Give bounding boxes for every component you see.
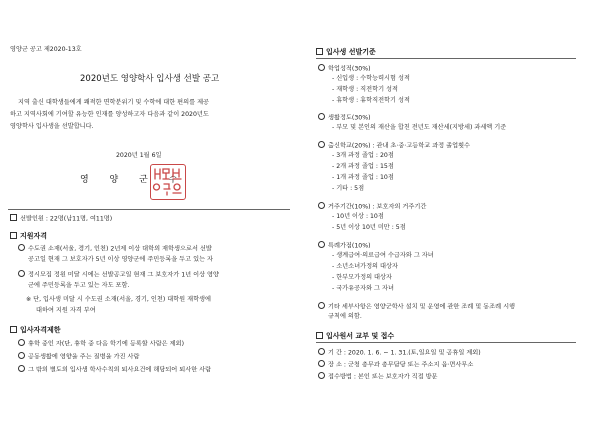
other-criteria: 기타 세부사항은 영양군학사 설치 및 운영에 관한 조례 및 동조례 시행 (318, 302, 515, 312)
special-item: - 국가유공자와 그 자녀 (332, 285, 394, 292)
qualification-heading: 지원자격 (10, 231, 47, 241)
bullet-circle-icon (318, 241, 325, 248)
checkbox-icon (316, 332, 323, 339)
bullet-circle-icon (18, 352, 25, 359)
recruit-count: 선발인원 : 22명(남11명, 여11명) (10, 214, 112, 224)
living-item: - 부모 및 본인의 재산을 합친 전년도 재산세(지방세) 과세액 기준 (332, 124, 507, 131)
academic-item: - 재학생 : 직전학기 성적 (332, 86, 398, 93)
checkbox-icon (10, 232, 17, 239)
academic-criteria: 학업성적(30%) (318, 64, 371, 74)
special-item: - 생계급여·의료급여 수급자와 그 자녀 (332, 252, 434, 259)
special-criteria: 특례가점(10%) (318, 241, 371, 251)
divider (8, 209, 290, 210)
criteria-heading: 입사생 선발기준 (316, 47, 376, 57)
checkbox-icon (10, 326, 17, 333)
special-item: - 한부모가정의 대상자 (332, 274, 392, 281)
bullet-circle-icon (318, 372, 325, 379)
bullet-circle-icon (318, 141, 325, 148)
school-item: - 2개 과정 졸업 : 15점 (332, 163, 394, 170)
living-criteria: 생활정도(30%) (318, 113, 371, 123)
application-period: 기 간 : 2020. 1. 6. ~ 1. 31.(토,일요일 및 공휴일 제외) (318, 348, 481, 358)
bullet-circle-icon (318, 348, 325, 355)
bullet-circle-icon (18, 365, 25, 372)
residence-item: - 10년 이상 : 10점 (332, 213, 384, 220)
school-item: - 3개 과정 졸업 : 20점 (332, 152, 394, 159)
qualification-item-2: 정시모집 정원 미달 시에는 선발공고일 현재 그 보호자가 1년 이상 영양 (18, 270, 219, 280)
intro-line-2: 하고 지역사회에 기여할 유능한 인재를 양성하고자 다음과 같이 2020년도 (10, 111, 209, 118)
bullet-circle-icon (18, 270, 25, 277)
intro-line-1: 지역 출신 대학생들에게 쾌적한 면학분위기 및 수학에 대한 편의를 제공 (18, 99, 210, 106)
official-seal (150, 164, 186, 200)
page-title: 2020년도 영양학사 입사생 선발 공고 (80, 74, 220, 84)
restriction-item: 휴학 중인 자(단, 휴학 중 다음 학기에 등록할 사람은 제외) (18, 339, 184, 349)
qualification-item-1: 수도권 소재(서울, 경기, 인천) 2년제 이상 대학의 재학생으로서 선발 (18, 244, 212, 254)
residence-item: - 5년 이상 10년 미만 : 5점 (332, 224, 406, 231)
academic-item: - 휴학생 : 휴학직전학기 성적 (332, 97, 410, 104)
issuer-name: 영 양 군 수 (80, 175, 187, 185)
bullet-circle-icon (318, 302, 325, 309)
restriction-item: 공동생활에 영향을 주는 질병을 가진 사람 (18, 352, 139, 362)
divider (316, 58, 576, 59)
special-item: - 소년소녀가정의 대상자 (332, 263, 398, 270)
checkbox-icon (10, 214, 17, 221)
notice-date: 2020년 1월 6일 (116, 152, 162, 159)
academic-item: - 신입생 : 수학능력시험 성적 (332, 75, 410, 82)
school-criteria: 출신학교(20%) : 관내 초·중·고등학교 과정 졸업횟수 (318, 141, 470, 151)
notice-number: 영양군 공고 제2020-13호 (10, 46, 82, 53)
bullet-circle-icon (318, 64, 325, 71)
qualification-note-cont: 대하여 지원 자격 부여 (36, 307, 96, 314)
application-place: 장 소 : 군청 총무과 총무담당 또는 주소지 읍·면사무소 (318, 360, 473, 370)
qualification-note: ※ 단, 입사생 미달 시 수도권 소재(서울, 경기, 인천) 대학원 재학생에 (26, 296, 212, 303)
bullet-circle-icon (318, 202, 325, 209)
divider (316, 342, 576, 343)
school-item: - 기타 : 5점 (332, 185, 365, 192)
bullet-circle-icon (18, 339, 25, 346)
bullet-circle-icon (318, 113, 325, 120)
application-heading: 입사원서 교부 및 접수 (316, 331, 394, 341)
qualification-item-1-cont: 공고일 현재 그 보호자가 5년 이상 영양군에 주민등록을 두고 있는 자 (28, 256, 213, 263)
restriction-item: 그 밖의 별도의 입사생 학사수칙의 퇴사요건에 해당되어 퇴사한 사람 (18, 365, 211, 375)
other-criteria-cont: 규칙에 의함. (328, 313, 362, 320)
application-method: 접수방법 : 본인 또는 보호자가 직접 방문 (318, 372, 438, 382)
bullet-circle-icon (318, 360, 325, 367)
qualification-item-2-cont: 군에 주민등록을 두고 있는 자도 포함. (28, 282, 130, 289)
bullet-circle-icon (18, 244, 25, 251)
intro-line-3: 영양학사 입사생을 선발합니다. (10, 123, 94, 130)
school-item: - 1개 과정 졸업 : 10점 (332, 174, 394, 181)
restriction-heading: 입사자격제한 (10, 325, 61, 335)
checkbox-icon (316, 48, 323, 55)
residence-criteria: 거주기간(10%) : 보호자의 거주기간 (318, 202, 426, 212)
